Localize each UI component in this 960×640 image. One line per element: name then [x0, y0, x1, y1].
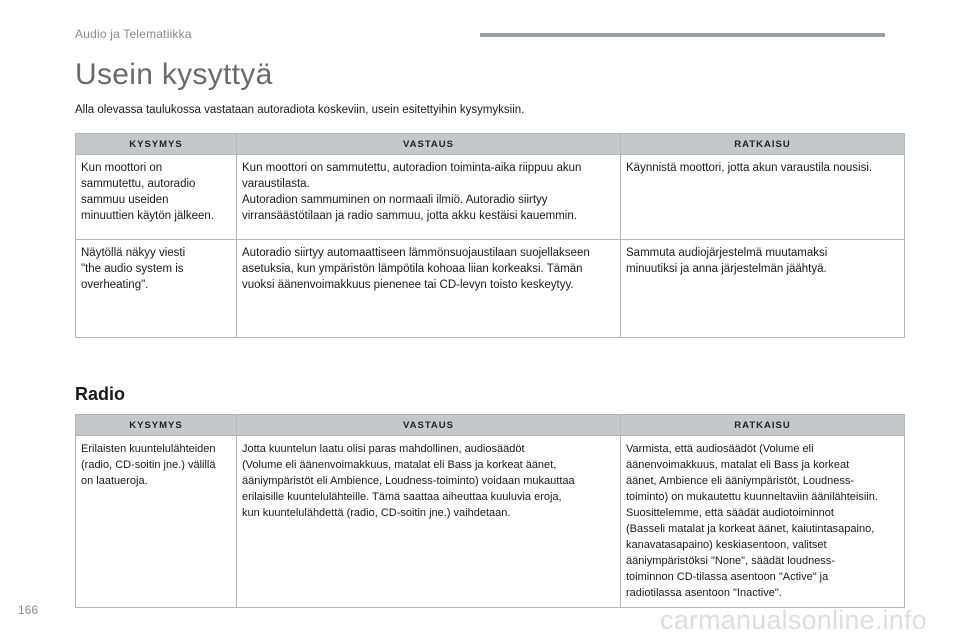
- cell-line: äänet, Ambience eli ääniympäristöt, Loudness-: [626, 475, 855, 487]
- cell-line: sammutettu, autoradio: [81, 178, 196, 190]
- cell-line: Jotta kuuntelun laatu olisi paras mahdollinen, audiosäädöt: [242, 443, 525, 455]
- column-header-solution: RATKAISU: [621, 415, 905, 436]
- cell-line: Kun moottori on sammutettu, autoradion toiminta-aika riippuu akun: [242, 162, 582, 174]
- cell-line: Sammuta audiojärjestelmä muutamaksi: [626, 247, 828, 259]
- cell-line: toiminnon CD-tilassa asentoon "Active" ja: [626, 571, 829, 583]
- cell-line: (Volume eli äänenvoimakkuus, matalat eli Bass ja korkeat äänet,: [242, 459, 557, 471]
- question-cell: [76, 155, 237, 240]
- cell-line: Suosittelemme, että säädät audiotoiminnot: [626, 507, 834, 519]
- cell-line: "the audio system is: [81, 263, 184, 275]
- cell-line: on laatueroja.: [81, 475, 148, 487]
- faq-table-radio: [75, 414, 905, 608]
- cell-line: asetuksia, kun ympäristön lämpötila kohoaa liian korkeaksi. Tämän: [242, 263, 583, 275]
- cell-line: Näytöllä näkyy viesti: [81, 247, 186, 259]
- question-cell: [76, 436, 237, 608]
- intro-text: Alla olevassa taulukossa vastataan autoradiota koskeviin, usein esitettyihin kysymyksiin.: [75, 104, 525, 116]
- cell-line: toiminto) on mukautettu kuunneltaviin äänilähteisiin.: [626, 491, 878, 503]
- cell-line: ääniympäristöksi "None", säädät loudness-: [626, 555, 835, 567]
- cell-line: virransäästötilaan ja radio sammuu, jotta akku kestäisi kauemmin.: [242, 210, 577, 222]
- cell-line: (radio, CD-soitin jne.) välillä: [81, 459, 216, 471]
- cell-line: kanavatasapaino) keskiasentoon, valitset: [626, 539, 827, 551]
- cell-line: overheating".: [81, 279, 149, 291]
- column-header-answer: VASTAUS: [237, 134, 621, 155]
- cell-line: (Basseli matalat ja korkeat äänet, kaiutintasapaino,: [626, 523, 875, 535]
- watermark: carmanualsonline.info: [660, 605, 927, 635]
- cell-line: kun kuuntelulähdettä (radio, CD-soitin jne.) vaihdetaan.: [242, 507, 511, 519]
- header-bar: [480, 33, 885, 37]
- cell-line: Autoradio siirtyy automaattiseen lämmönsuojaustilaan suojellakseen: [242, 247, 590, 259]
- cell-line: Käynnistä moottori, jotta akun varaustila nousisi.: [626, 162, 873, 174]
- cell-line: Varmista, että audiosäädöt (Volume eli: [626, 443, 814, 455]
- answer-cell: [237, 240, 621, 338]
- answer-cell: [237, 155, 621, 240]
- header-section-title: Audio ja Telematiikka: [75, 27, 192, 41]
- question-cell: [76, 240, 237, 338]
- column-header-solution: RATKAISU: [621, 134, 905, 155]
- cell-line: vuoksi äänenvoimakkuus pienenee tai CD-levyn toisto keskeytyy.: [242, 279, 574, 291]
- table-header-row: [76, 134, 905, 155]
- cell-line: sammuu useiden: [81, 194, 169, 206]
- cell-line: minuuttien käytön jälkeen.: [81, 210, 214, 222]
- table-header-row: [76, 415, 905, 436]
- solution-cell: [621, 240, 905, 338]
- cell-line: varaustilasta.: [242, 178, 310, 190]
- cell-line: Kun moottori on: [81, 162, 163, 174]
- column-header-question: KYSYMYS: [76, 134, 237, 155]
- table-row: [76, 240, 905, 338]
- cell-line: radiotilassa asentoon "Inactive".: [626, 587, 782, 599]
- answer-cell: [237, 436, 621, 608]
- section-title-radio: Radio: [75, 384, 126, 404]
- column-header-answer: VASTAUS: [237, 415, 621, 436]
- solution-cell: [621, 155, 905, 240]
- faq-table-general: [75, 133, 905, 338]
- column-header-question: KYSYMYS: [76, 415, 237, 436]
- table-row: [76, 436, 905, 608]
- cell-line: Erilaisten kuuntelulähteiden: [81, 443, 216, 455]
- solution-cell: [621, 436, 905, 608]
- cell-line: äänenvoimakkuus, matalat eli Bass ja korkeat: [626, 459, 850, 471]
- table-row: [76, 155, 905, 240]
- cell-line: ääniympäristöt eli Ambience, Loudness-toiminto) voidaan mukauttaa: [242, 475, 575, 487]
- page-number: 166: [18, 603, 39, 617]
- cell-line: Autoradion sammuminen on normaali ilmiö. Autoradio siirtyy: [242, 194, 548, 206]
- cell-line: minuutiksi ja anna järjestelmän jäähtyä.: [626, 263, 827, 275]
- page-title: Usein kysyttyä: [75, 58, 273, 91]
- cell-line: erilaisille kuuntelulähteille. Tämä saattaa aiheuttaa kuuluvia eroja,: [242, 491, 562, 503]
